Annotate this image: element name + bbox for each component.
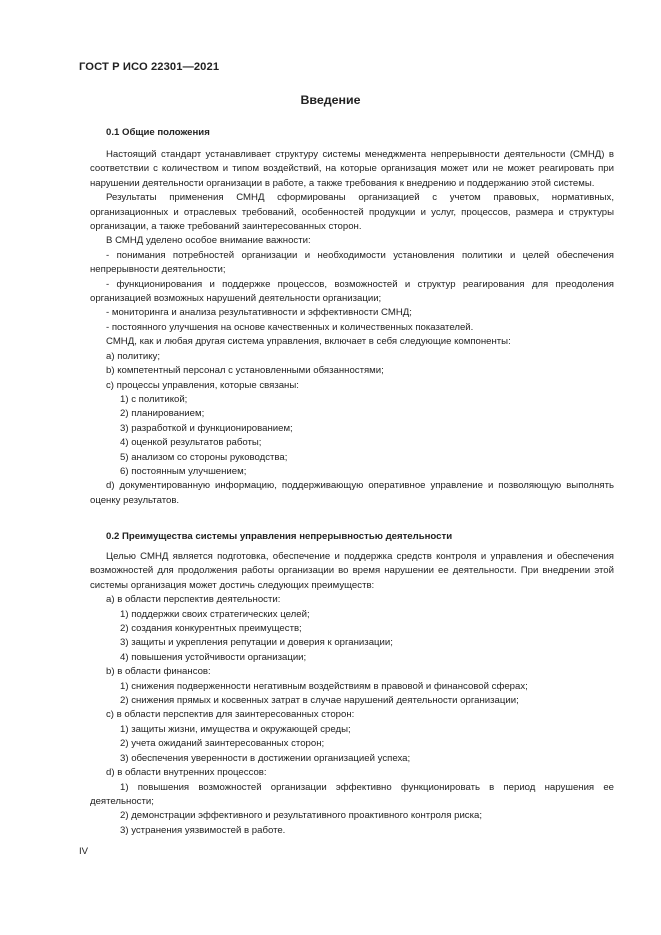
list-item: - понимания потребностей организации и необходимости установления политики и целей обеспечения непрерывности деятельности; bbox=[90, 249, 614, 276]
list-item: 1) повышения возможностей организации эффективно функционировать в период нарушения ее деятельности; bbox=[90, 781, 614, 807]
list-item: 2) планированием; bbox=[120, 408, 205, 420]
paragraph: СМНД, как и любая другая система управления, включает в себя следующие компоненты: bbox=[106, 336, 511, 348]
list-item: 4) оценкой результатов работы; bbox=[120, 437, 262, 449]
list-item: c) процессы управления, которые связаны: bbox=[106, 379, 299, 391]
list-item: d) документированную информацию, поддерживающую оперативное управление и позволяющую выполнять оценку результатов. bbox=[90, 480, 614, 506]
paragraph: В СМНД уделено особое внимание важности: bbox=[106, 235, 311, 247]
list-item: 3) обеспечения уверенности в достижении организацией успеха; bbox=[120, 752, 411, 764]
list-item: - функционирования и поддержке процессов, возможностей и структур реагирования для преодоления организацией возможных нарушений деятельности организации; bbox=[90, 278, 614, 305]
page-title: Введение bbox=[300, 93, 361, 107]
list-item: - постоянного улучшения на основе качественных и количественных показателей. bbox=[106, 321, 474, 333]
list-item: 1) снижения подверженности негативным воздействиям в правовой и финансовой сферах; bbox=[120, 680, 528, 692]
list-item: 4) повышения устойчивости организации; bbox=[120, 651, 307, 663]
list-item: 2) создания конкурентных преимуществ; bbox=[120, 623, 302, 635]
list-item: a) политику; bbox=[106, 350, 160, 362]
list-item: b) в области финансов: bbox=[106, 666, 211, 678]
list-item: 1) с политикой; bbox=[120, 393, 188, 405]
section-heading-0-2: 0.2 Преимущества системы управления непрерывностью деятельности bbox=[106, 531, 453, 542]
list-item: 3) устранения уязвимостей в работе. bbox=[120, 824, 286, 836]
list-item: a) в области перспектив деятельности: bbox=[106, 594, 281, 606]
list-item: 2) снижения прямых и косвенных затрат в случае нарушений деятельности организации; bbox=[120, 695, 519, 707]
list-item: 3) защиты и укрепления репутации и доверия к организации; bbox=[120, 637, 393, 649]
section-heading-0-1: 0.1 Общие положения bbox=[106, 127, 210, 138]
list-item: c) в области перспектив для заинтересованных сторон: bbox=[106, 709, 355, 721]
list-item: 5) анализом со стороны руководства; bbox=[120, 451, 288, 463]
paragraph: Настоящий стандарт устанавливает структуру системы менеджмента непрерывности деятельности (СМНД) в соответствии с количеством и типом воздействий, на которые организация может или не может реагировать при нарушении деятельности организации в работе, а также требования к внедрению и поддержанию этой системы. bbox=[90, 149, 614, 189]
paragraph: Результаты применения СМНД сформированы организацией с учетом правовых, нормативных, организационных и отраслевых требований, особенностей продукции и услуг, процессов, размера и структуры организации, а также требований заинтересованных сторон. bbox=[90, 192, 614, 233]
page-number: IV bbox=[79, 846, 89, 857]
list-item: 1) защиты жизни, имущества и окружающей среды; bbox=[120, 723, 351, 735]
section-body-0-2 bbox=[90, 550, 614, 838]
list-item: b) компетентный персонал с установленными обязанностями; bbox=[106, 365, 384, 377]
standard-code-header: ГОСТ Р ИСО 22301—2021 bbox=[79, 61, 220, 73]
list-item: 3) разработкой и функционированием; bbox=[120, 422, 293, 434]
list-item: 1) поддержки своих стратегических целей; bbox=[120, 608, 310, 620]
section-body-0-1 bbox=[90, 148, 614, 508]
list-item: d) в области внутренних процессов: bbox=[106, 767, 267, 779]
list-item: 2) учета ожиданий заинтересованных сторон; bbox=[120, 738, 325, 750]
list-item: 6) постоянным улучшением; bbox=[120, 465, 247, 477]
list-item: 2) демонстрации эффективного и результативного проактивного контроля риска; bbox=[120, 810, 483, 822]
paragraph: Целью СМНД является подготовка, обеспечение и поддержка средств контроля и управления и обеспечения возможностей для продолжения работы организации во время нарушении ее деятельности. При внедрении этой системы организация может достичь следующих преимуществ: bbox=[90, 551, 614, 591]
list-item: - мониторинга и анализа результативности и эффективности СМНД; bbox=[106, 307, 412, 319]
